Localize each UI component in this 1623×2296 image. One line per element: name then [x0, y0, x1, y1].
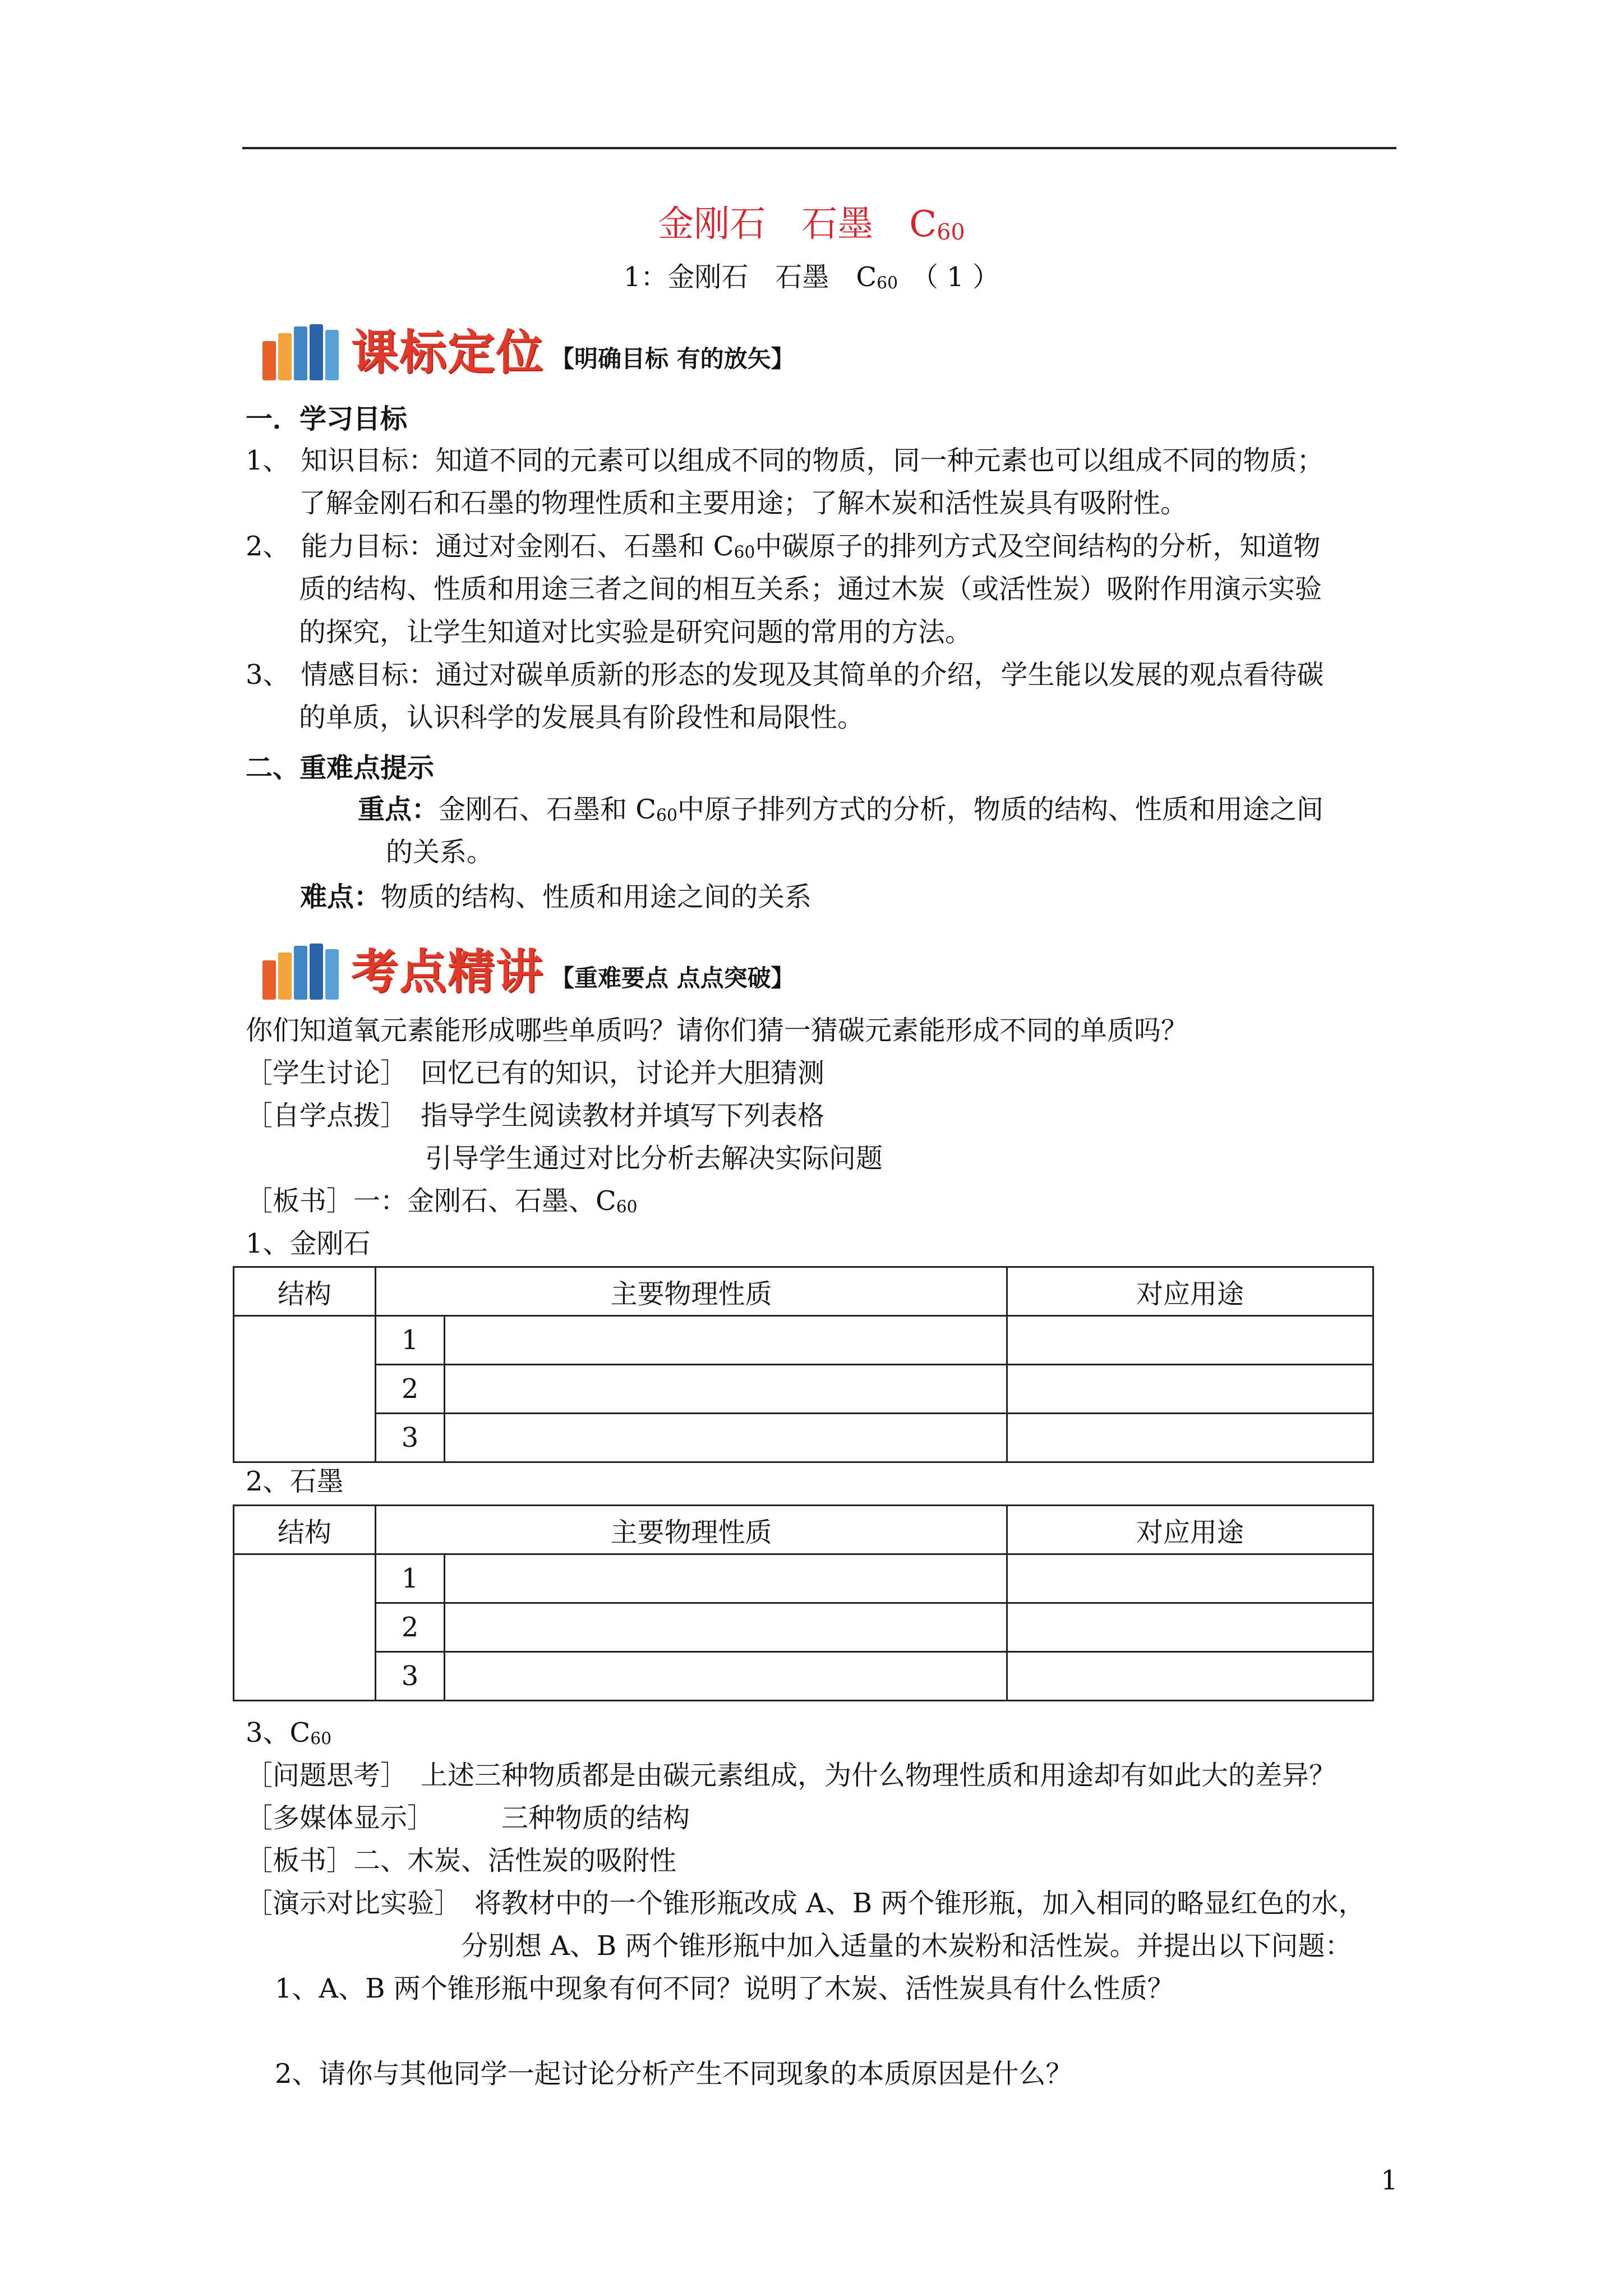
books-icon	[262, 324, 347, 380]
diamond-table	[233, 1266, 1374, 1463]
key-point: 重点：金刚石、石墨和 $C_{60}$中原子排列方式的分析，物质的结构、性质和用途之间	[358, 794, 1324, 826]
objective-2-line3: 的探究，让学生知道对比实验是研究问题的常用的方法。	[299, 616, 972, 648]
structure-cell[interactable]	[234, 1316, 376, 1462]
section-heading-key-points: 二、重难点提示	[246, 752, 435, 784]
header-structure: 结构	[234, 1267, 376, 1316]
use-cell[interactable]	[1007, 1603, 1373, 1652]
diamond-label: 1、金刚石	[246, 1228, 371, 1259]
objective-1: 1、 知识目标：知道不同的元素可以组成不同的物质，同一种元素也可以组成不同的物质；	[246, 445, 1324, 476]
intro-question: 你们知道氧元素能形成哪些单质吗？请你们猜一猜碳元素能形成不同的单质吗？	[246, 1015, 1188, 1046]
row-number: 3	[376, 1652, 445, 1701]
header-uses: 对应用途	[1007, 1267, 1373, 1316]
header-physical-properties: 主要物理性质	[376, 1267, 1007, 1316]
objective-2-line2: 质的结构、性质和用途三者之间的相互关系；通过木炭（或活性炭）吸附作用演示实验	[299, 573, 1322, 605]
key-point-line2: 的关系。	[386, 836, 494, 868]
books-icon	[262, 944, 347, 1000]
header-uses: 对应用途	[1007, 1506, 1373, 1554]
page-number: 1	[1381, 2165, 1398, 2196]
banner-subtitle: 【重难要点 点点突破】	[551, 964, 795, 992]
banner-course-goals	[262, 319, 795, 380]
banner-subtitle: 【明确目标 有的放矢】	[551, 345, 795, 372]
self-study-guide: ［自学点拨］ 指导学生阅读教材并填写下列表格	[246, 1100, 825, 1131]
demo-experiment-line2: 分别想 A、B 两个锥形瓶中加入适量的木炭粉和活性炭。并提出以下问题：	[461, 1930, 1352, 1962]
board-note-2: ［板书］二、木炭、活性炭的吸附性	[246, 1845, 677, 1876]
header-physical-properties: 主要物理性质	[376, 1506, 1007, 1554]
difficult-point: 难点：物质的结构、性质和用途之间的关系	[300, 881, 812, 913]
use-cell[interactable]	[1007, 1414, 1373, 1462]
c60-label: 3、$C_{60}$	[246, 1717, 332, 1749]
self-study-guide-line2: 引导学生通过对比分析去解决实际问题	[425, 1143, 883, 1174]
student-discussion: ［学生讨论］ 回忆已有的知识，讨论并大胆猜测	[246, 1057, 825, 1089]
use-cell[interactable]	[1007, 1652, 1373, 1701]
row-number: 1	[376, 1316, 445, 1365]
question-think: ［问题思考］ 上述三种物质都是由碳元素组成，为什么物理性质和用途却有如此大的差异？	[246, 1760, 1336, 1791]
use-cell[interactable]	[1007, 1316, 1373, 1365]
use-cell[interactable]	[1007, 1554, 1373, 1603]
row-number: 1	[376, 1554, 445, 1603]
property-cell[interactable]	[445, 1652, 1007, 1701]
objective-1-line2: 了解金刚石和石墨的物理性质和主要用途；了解木炭和活性炭具有吸附性。	[299, 487, 1188, 519]
demo-experiment: ［演示对比实验］ 将教材中的一个锥形瓶改成 A、B 两个锥形瓶，加入相同的略显红色的水，	[246, 1888, 1366, 1919]
use-cell[interactable]	[1007, 1365, 1373, 1414]
graphite-table	[233, 1504, 1374, 1701]
lesson-subtitle: 1：金刚石 石墨 $C_{60}$ （ 1 ）	[623, 261, 1000, 293]
page-title: 金刚石 石墨 $C_{60}$	[658, 204, 965, 245]
property-cell[interactable]	[445, 1365, 1007, 1414]
row-number: 3	[376, 1414, 445, 1462]
banner-key-explanations	[262, 938, 795, 1000]
board-note-1: ［板书］一：金刚石、石墨、$C_{60}$	[246, 1185, 638, 1217]
property-cell[interactable]	[445, 1603, 1007, 1652]
row-number: 2	[376, 1603, 445, 1652]
banner-title: 课标定位	[351, 325, 545, 380]
header-rule	[242, 147, 1396, 149]
property-cell[interactable]	[445, 1316, 1007, 1365]
property-cell[interactable]	[445, 1554, 1007, 1603]
banner-title: 考点精讲	[351, 944, 545, 999]
row-number: 2	[376, 1365, 445, 1414]
experiment-question-1: 1、A、B 两个锥形瓶中现象有何不同？说明了木炭、活性炭具有什么性质？	[275, 1973, 1174, 2004]
objective-3-line2: 的单质，认识科学的发展具有阶段性和局限性。	[299, 702, 865, 733]
header-structure: 结构	[234, 1506, 376, 1554]
objective-2: 2、 能力目标：通过对金刚石、石墨和 $C_{60}$中碳原子的排列方式及空间结构的分析，知道物	[246, 531, 1321, 563]
structure-cell[interactable]	[234, 1554, 376, 1701]
experiment-question-2: 2、请你与其他同学一起讨论分析产生不同现象的本质原因是什么？	[275, 2058, 1073, 2090]
objective-3: 3、 情感目标：通过对碳单质新的形态的发现及其简单的介绍，学生能以发展的观点看待碳	[246, 659, 1324, 691]
graphite-label: 2、石墨	[246, 1466, 344, 1497]
section-heading-objectives: 一．学习目标	[246, 403, 408, 435]
property-cell[interactable]	[445, 1414, 1007, 1462]
multimedia-display: ［多媒体显示］ 三种物质的结构	[246, 1802, 690, 1834]
